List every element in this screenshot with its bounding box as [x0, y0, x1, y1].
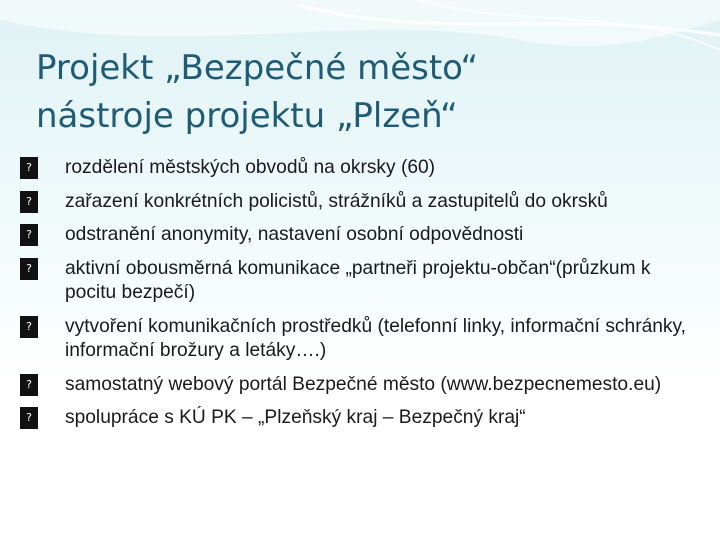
- list-item: [20, 223, 700, 248]
- bullet-icon: ?: [20, 316, 38, 338]
- bullet-text: zařazení konkrétních policistů, strážníků a zastupitelů do okrsků: [65, 190, 608, 212]
- bullet-icon: ?: [20, 258, 38, 280]
- slide-title: [36, 44, 696, 140]
- bullet-icon: ?: [20, 157, 38, 179]
- bullet-list: [20, 156, 700, 440]
- bullet-text: samostatný webový portál Bezpečné město (www.bezpecnemesto.eu): [65, 373, 662, 395]
- bullet-text: odstranění anonymity, nastavení osobní odpovědnosti: [65, 224, 524, 245]
- bullet-icon: ?: [20, 407, 38, 429]
- list-item: [20, 315, 700, 364]
- list-item: [20, 373, 700, 398]
- bullet-icon: ?: [20, 224, 38, 246]
- bullet-text: aktivní obousměrná komunikace „partneři projektu-občan“(průzkum k pocitu bezpečí): [65, 257, 651, 303]
- bullet-text: spolupráce s KÚ PK – „Plzeňský kraj – Bezpečný kraj“: [65, 407, 526, 428]
- bullet-text: vytvoření komunikačních prostředků (telefonní linky, informační schránky, informační brožury a letáky….): [65, 315, 687, 361]
- title-line-2: nástroje projektu „Plzeň“: [36, 96, 458, 136]
- list-item: [20, 257, 700, 306]
- list-item: [20, 406, 700, 431]
- bullet-icon: ?: [20, 374, 38, 396]
- list-item: [20, 156, 700, 181]
- bullet-text: rozdělení městských obvodů na okrsky (60): [65, 157, 436, 178]
- bullet-icon: ?: [20, 191, 38, 213]
- title-line-1: Projekt „Bezpečné město“: [36, 48, 479, 88]
- list-item: [20, 190, 700, 215]
